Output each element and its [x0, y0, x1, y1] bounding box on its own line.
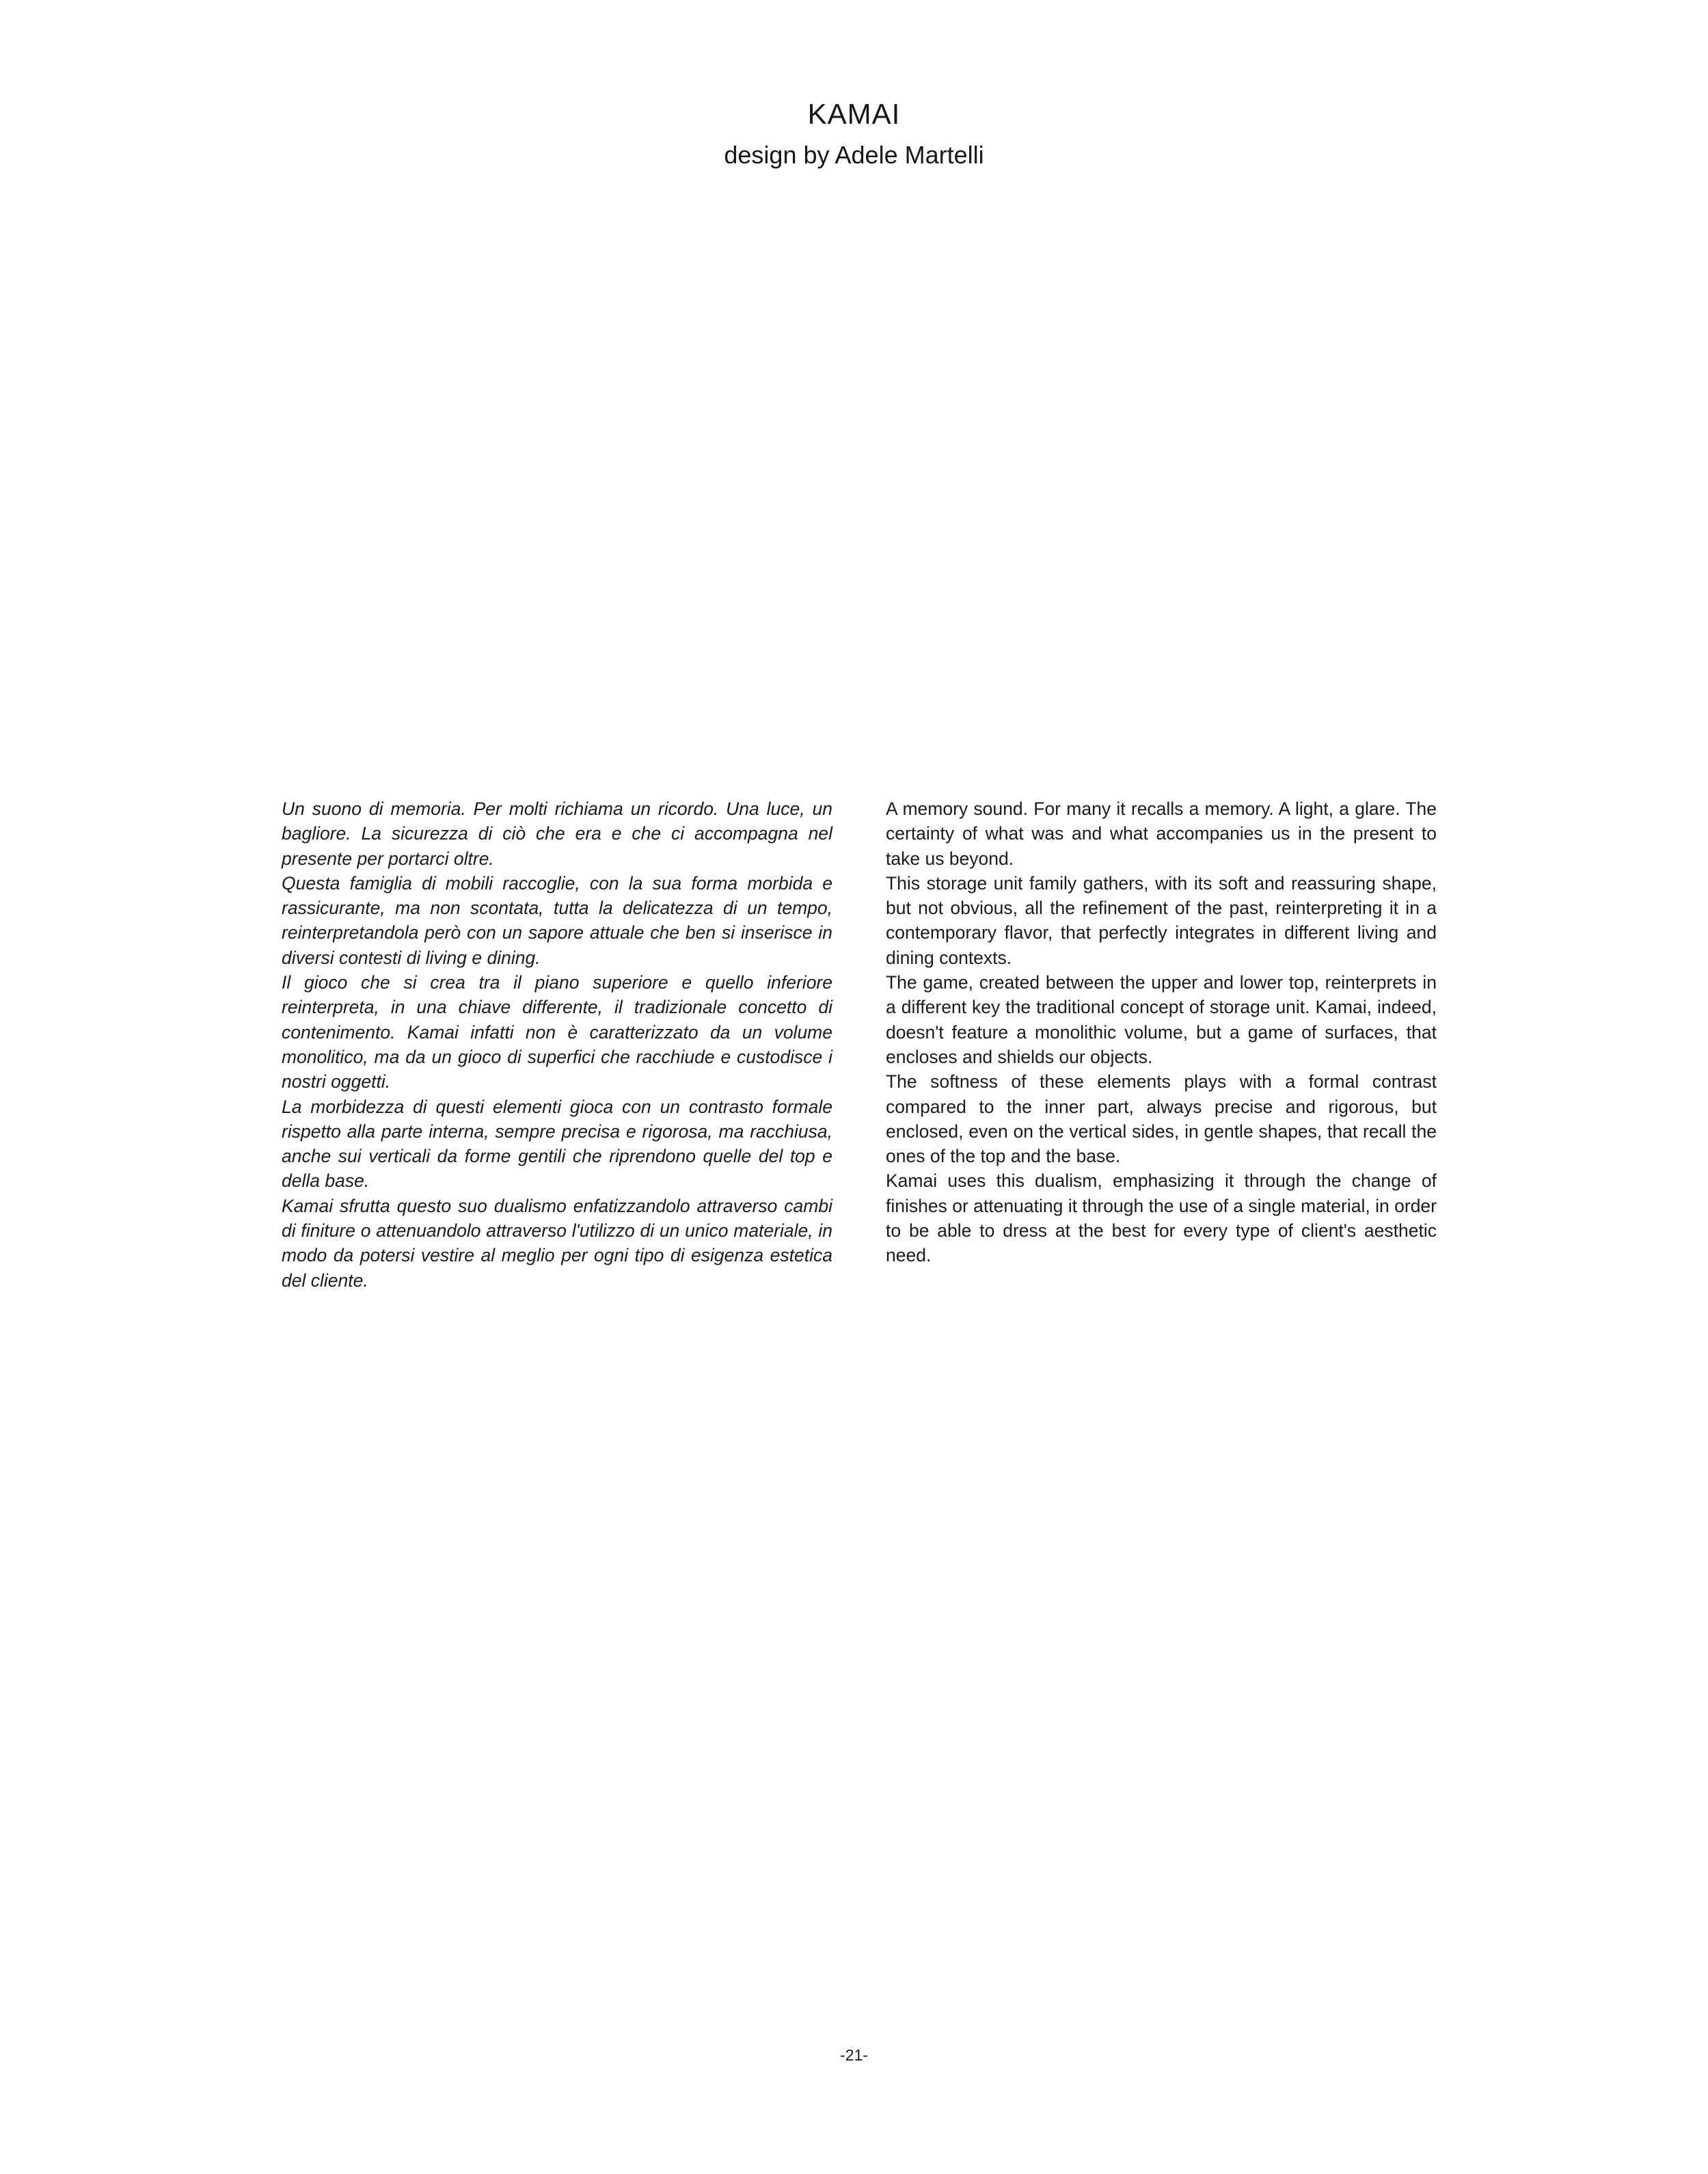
paragraph: Questa famiglia di mobili raccoglie, con la sua forma morbida e rassicurante, ma non scontata, tutta la delicatezza di un tempo, reinterpretandola però con un sapore attuale che ben si inserisce in diversi contesti di living e dining.	[282, 872, 832, 968]
page-number: -21-	[840, 2046, 868, 2064]
paragraph: Kamai sfrutta questo suo dualismo enfatizzandolo attraverso cambi di finiture o attenuandolo attraverso l'utilizzo di un unico materiale, in modo da potersi vestire al meglio per ogni tipo di esigenza estetica del cliente.	[282, 1195, 832, 1291]
page-header	[0, 96, 1708, 172]
paragraph: A memory sound. For many it recalls a memory. A light, a glare. The certainty of what was and what accompanies us in the present to take us beyond.	[886, 799, 1437, 869]
paragraph: The game, created between the upper and lower top, reinterprets in a different key the traditional concept of storage unit. Kamai, indeed, doesn't feature a monolithic volume, but a game of surfaces, that encloses and shields our objects.	[886, 972, 1437, 1067]
paragraph: Un suono di memoria. Per molti richiama un ricordo. Una luce, un bagliore. La sicurezza di ciò che era e che ci accompagna nel presente per portarci oltre.	[282, 799, 832, 869]
page-footer	[0, 2046, 1708, 2065]
paragraph: Kamai uses this dualism, emphasizing it through the change of finishes or attenuating it through the use of a single material, in order to be able to dress at the best for every type of client's aesthetic need.	[886, 1170, 1437, 1266]
english-text-column	[886, 796, 1437, 1293]
paragraph: The softness of these elements plays with a formal contrast compared to the inner part, always precise and rigorous, but enclosed, even on the vertical sides, in gentle shapes, that recall the ones of the top and the base.	[886, 1071, 1437, 1167]
italian-text-column	[282, 796, 832, 1293]
paragraph: This storage unit family gathers, with its soft and reassuring shape, but not obvious, all the refinement of the past, reinterpreting it in a contemporary flavor, that perfectly integrates in different living and dining contexts.	[886, 872, 1437, 968]
paragraph: La morbidezza di questi elementi gioca con un contrasto formale rispetto alla parte interna, sempre precisa e rigorosa, ma racchiusa, anche sui verticali da forme gentili che riprendono quelle del top e della base.	[282, 1096, 832, 1192]
paragraph: Il gioco che si crea tra il piano superiore e quello inferiore reinterpreta, in una chiave differente, il tradizionale concetto di contenimento. Kamai infatti non è caratterizzato da un volume monolitico, ma da un gioco di superfici che racchiude e custodisce i nostri oggetti.	[282, 972, 832, 1092]
text-columns	[282, 796, 1437, 1293]
page-title: KAMAI	[807, 98, 901, 130]
page-subtitle: design by Adele Martelli	[724, 140, 984, 169]
